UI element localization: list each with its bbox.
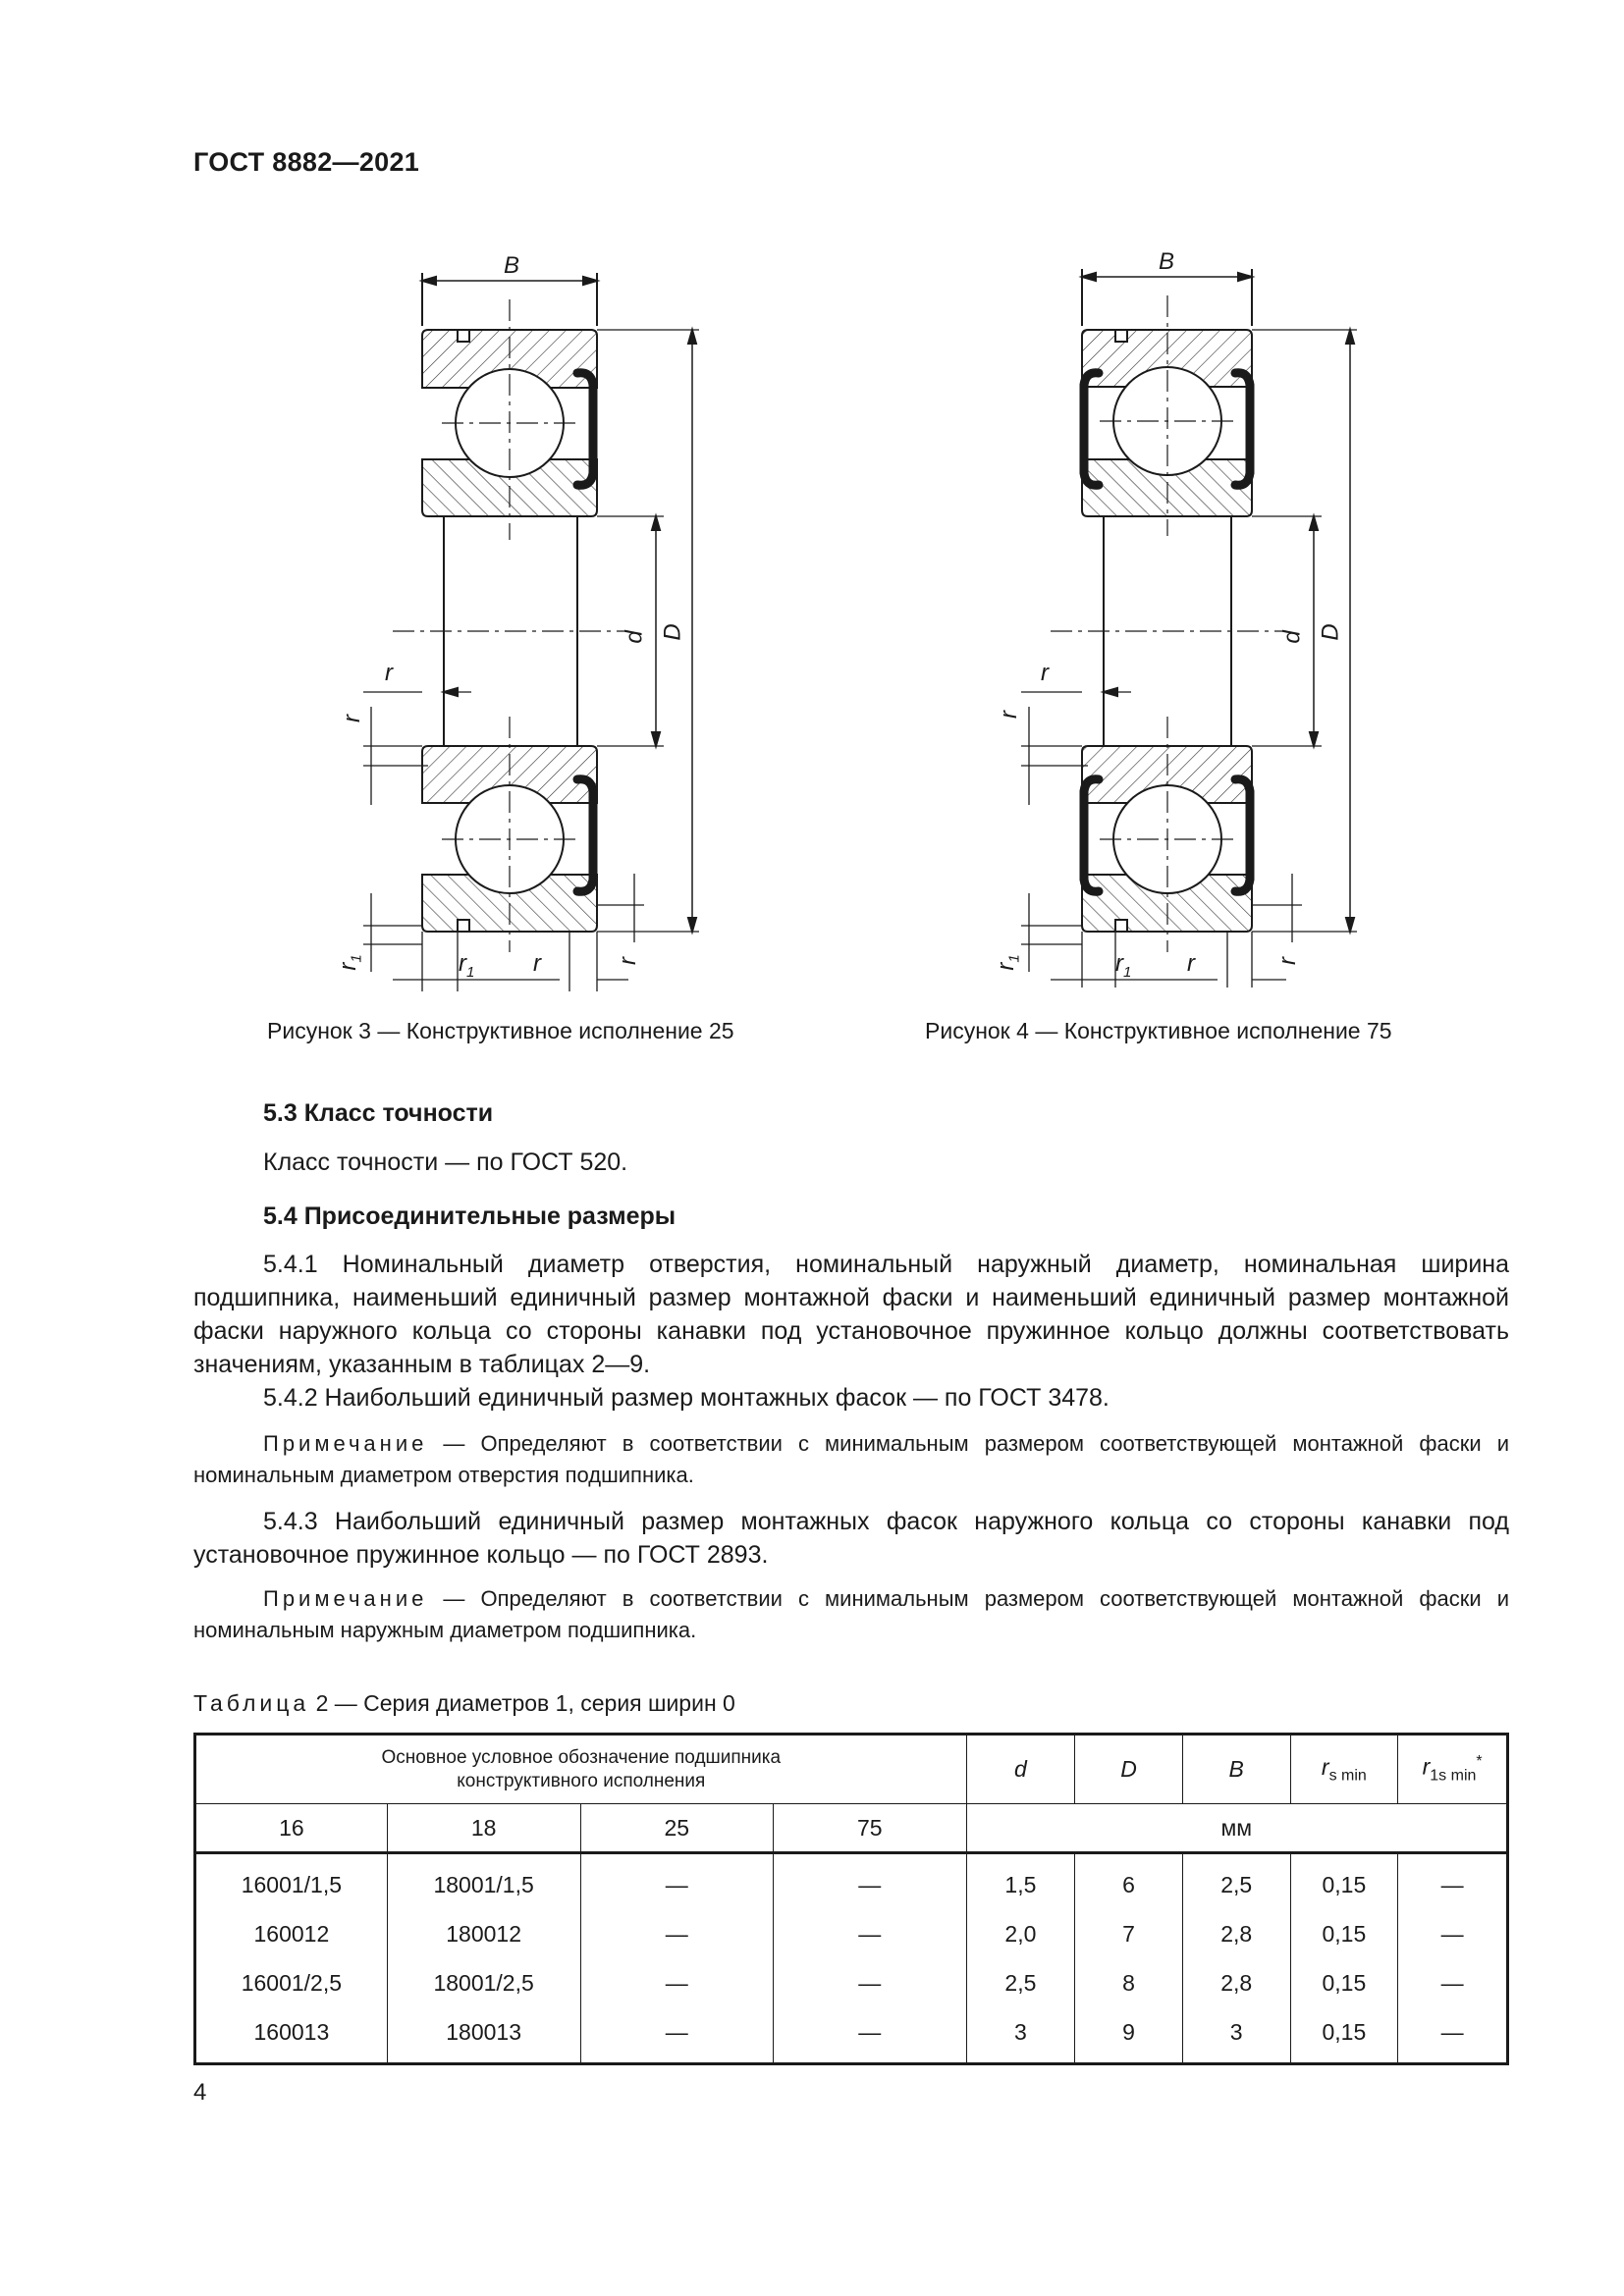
figure-3-drawing <box>334 245 727 991</box>
table-cell: 0,15 <box>1290 2007 1398 2064</box>
table-row <box>195 1958 1508 2007</box>
fig4-label-r-left: r <box>1041 660 1049 686</box>
table-caption-text: 2 — Серия диаметров 1, серия ширин 0 <box>309 1690 735 1716</box>
section-5-3-text: Класс точности — по ГОСТ 520. <box>263 1148 628 1176</box>
section-5-4-title: 5.4 Присоединительные размеры <box>263 1202 677 1230</box>
table-header-d: d <box>966 1735 1075 1804</box>
paragraph-5-4-2: 5.4.2 Наибольший единичный размер монтажных фасок — по ГОСТ 3478. <box>263 1384 1110 1412</box>
table-row <box>195 1909 1508 1958</box>
figure-3-caption: Рисунок 3 — Конструктивное исполнение 25 <box>267 1018 734 1043</box>
table-cell: — <box>580 1909 774 1958</box>
fig3-label-r-vert: r <box>339 715 365 722</box>
table-header-rs-min: $r_{s min}$ <box>1290 1735 1398 1804</box>
table-cell: 16001/2,5 <box>195 1958 388 2007</box>
table-cell: — <box>774 1853 967 1910</box>
table-subheader-18: 18 <box>387 1804 580 1853</box>
table-cell: 8 <box>1075 1958 1183 2007</box>
note-1-text: — Определяют в соответствии с минимальным размером соответствующей монтажной фаски и номинальным диаметром отверстия подшипника. <box>193 1431 1509 1487</box>
fig3-label-r1-bottom: $r_1$ <box>459 950 475 981</box>
fig3-label-r-right: r <box>615 957 641 965</box>
table-cell: — <box>580 2007 774 2064</box>
table-caption-label: Таблица <box>193 1690 310 1716</box>
table-cell: 18001/2,5 <box>387 1958 580 2007</box>
table-header-r1s-min: $r_{1s min}^*$ <box>1398 1735 1508 1804</box>
note-2-text: — Определяют в соответствии с минимальным размером соответствующей монтажной фаски и номинальным наружным диаметром подшипника. <box>193 1586 1509 1642</box>
fig4-label-D: D <box>1317 623 1344 641</box>
section-5-3-title: 5.3 Класс точности <box>263 1099 494 1127</box>
table-cell: 7 <box>1075 1909 1183 1958</box>
table-cell: 0,15 <box>1290 1909 1398 1958</box>
fig3-label-r-bottom: r <box>533 950 541 977</box>
table-cell: 180012 <box>387 1909 580 1958</box>
table-cell: 2,8 <box>1182 1958 1290 2007</box>
table-cell: 2,5 <box>1182 1853 1290 1910</box>
table-cell: 16001/1,5 <box>195 1853 388 1910</box>
table-cell: — <box>580 1958 774 2007</box>
figure-4-drawing <box>992 241 1384 988</box>
fig3-label-D: D <box>659 623 686 641</box>
table-cell: 1,5 <box>966 1853 1075 1910</box>
table-cell: — <box>774 1958 967 2007</box>
table-cell: 2,8 <box>1182 1909 1290 1958</box>
table-cell: — <box>1398 1958 1508 2007</box>
fig4-label-r-right: r <box>1274 957 1301 965</box>
table-2-caption <box>193 1690 735 1717</box>
fig4-label-B: B <box>1159 248 1175 275</box>
figure-4-caption: Рисунок 4 — Конструктивное исполнение 75 <box>925 1018 1392 1043</box>
fig4-label-r1-bottom: $r_1$ <box>1115 950 1132 981</box>
table-cell: 18001/1,5 <box>387 1853 580 1910</box>
fig4-label-r1-vert: $r_1$ <box>992 954 1023 971</box>
note-1-label: Примечание <box>263 1431 428 1456</box>
table-cell: 2,5 <box>966 1958 1075 2007</box>
table-cell: 3 <box>966 2007 1075 2064</box>
table-cell: 3 <box>1182 2007 1290 2064</box>
fig4-label-d: d <box>1278 630 1306 644</box>
table-header-D: D <box>1075 1735 1183 1804</box>
table-subheader-75: 75 <box>774 1804 967 1853</box>
table-cell: — <box>580 1853 774 1910</box>
table-cell: — <box>1398 2007 1508 2064</box>
fig3-label-B: B <box>504 252 520 279</box>
note-1 <box>193 1428 1509 1491</box>
table-cell: 6 <box>1075 1853 1183 1910</box>
fig3-label-r-left: r <box>385 660 393 686</box>
table-cell: 0,15 <box>1290 1958 1398 2007</box>
fig4-label-r-vert: r <box>996 711 1022 719</box>
table-cell: — <box>774 2007 967 2064</box>
table-subheader-16: 16 <box>195 1804 388 1853</box>
table-unit-mm: мм <box>966 1804 1507 1853</box>
fig4-label-r-bottom: r <box>1187 950 1195 977</box>
note-2-label: Примечание <box>263 1586 428 1611</box>
fig3-label-r1-vert: $r_1$ <box>334 954 365 971</box>
table-cell: 9 <box>1075 2007 1183 2064</box>
table-row <box>195 2007 1508 2064</box>
paragraph-5-4-1: 5.4.1 Номинальный диаметр отверстия, номинальный наружный диаметр, номинальная ширина подшипника, наименьший единичный размер монтажной фаски и наименьший единичный размер монтажной фаски наружного кольца со стороны канавки под установочное пружинное кольцо должны соответствовать значениям, указанным в таблицах 2—9. <box>193 1251 1509 1378</box>
table-cell: 160013 <box>195 2007 388 2064</box>
page-number: 4 <box>193 2079 207 2106</box>
paragraph-5-4-3: 5.4.3 Наибольший единичный размер монтажных фасок наружного кольца со стороны канавки под установочное пружинное кольцо — по ГОСТ 2893. <box>193 1508 1509 1569</box>
document-header: ГОСТ 8882—2021 <box>193 147 420 177</box>
table-row <box>195 1853 1508 1910</box>
table-group-header: Основное условное обозначение подшипника конструктивного исполнения <box>195 1735 967 1804</box>
table-2 <box>193 1733 1509 2065</box>
table-cell: 160012 <box>195 1909 388 1958</box>
table-cell: 2,0 <box>966 1909 1075 1958</box>
table-subheader-25: 25 <box>580 1804 774 1853</box>
table-header-B: B <box>1182 1735 1290 1804</box>
note-2 <box>193 1583 1509 1646</box>
table-cell: — <box>1398 1853 1508 1910</box>
table-cell: — <box>1398 1909 1508 1958</box>
table-cell: 180013 <box>387 2007 580 2064</box>
table-cell: 0,15 <box>1290 1853 1398 1910</box>
table-cell: — <box>774 1909 967 1958</box>
fig3-label-d: d <box>621 630 648 644</box>
